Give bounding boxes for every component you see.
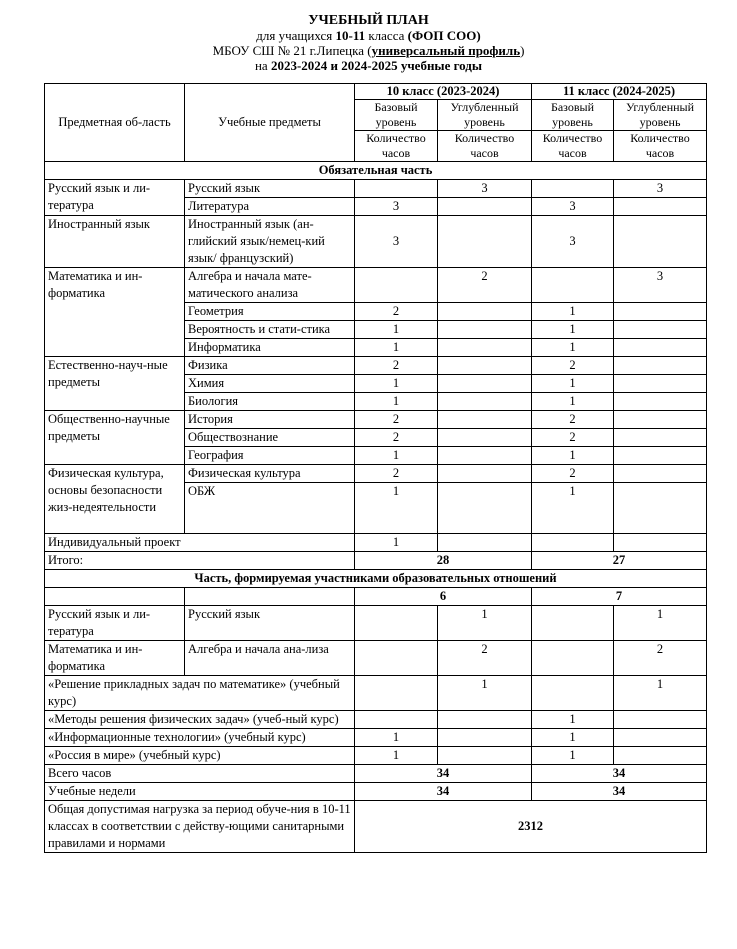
empty-cell	[532, 534, 614, 552]
section-row	[45, 570, 707, 588]
table-row	[45, 641, 707, 676]
subject-cell: Русский язык	[185, 606, 355, 641]
header-school: МБОУ СШ № 21 г.Липецка (	[212, 43, 372, 58]
hours-a10	[438, 303, 532, 321]
hours-b10: 3	[355, 198, 438, 216]
table-row	[45, 357, 707, 375]
hours-b10: 1	[355, 483, 438, 534]
document-header	[0, 0, 737, 73]
elective-total-row	[45, 588, 707, 606]
hours-b11: 1	[532, 303, 614, 321]
area-cell: Русский язык и ли-тература	[45, 180, 185, 216]
hours-a10	[438, 393, 532, 411]
subject-cell: Алгебра и начала мате-матического анализа	[185, 268, 355, 303]
hours-a11: 2	[614, 641, 707, 676]
hours-a10	[438, 357, 532, 375]
table-row	[45, 180, 707, 198]
header-line-school	[0, 43, 737, 58]
hours-a11	[614, 375, 707, 393]
subject-cell: Иностранный язык (ан-глийский язык/немец-кий язык/ французский)	[185, 216, 355, 268]
total-load-label: Общая допустимая нагрузка за период обуче-ния в 10-11 классах в соответствии с действу-ющими санитарными правилами и нормами	[45, 801, 355, 853]
hours-b10	[355, 676, 438, 711]
basic-level-10: Базовый уровень	[355, 100, 438, 131]
total-hours-grade11: 34	[532, 765, 707, 783]
hours-a11	[614, 729, 707, 747]
hours-b11	[532, 606, 614, 641]
header-years: 2023-2024 и 2024-2025 учебные годы	[270, 58, 483, 73]
basic-level-11: Базовый уровень	[532, 100, 614, 131]
hours-b10	[355, 641, 438, 676]
hours-b11: 1	[532, 747, 614, 765]
study-weeks-label: Учебные недели	[45, 783, 355, 801]
study-weeks-grade11: 34	[532, 783, 707, 801]
advanced-level-11: Углубленный уровень	[614, 100, 707, 131]
empty-cell	[45, 588, 185, 606]
header-line-years	[0, 58, 737, 73]
hours-b10	[355, 606, 438, 641]
course-cell: «Информационные технологии» (учебный курс)	[45, 729, 355, 747]
hours-b10: 1	[355, 321, 438, 339]
hours-a10	[438, 747, 532, 765]
hours-a10	[438, 198, 532, 216]
hours-a10	[438, 411, 532, 429]
table-row	[45, 411, 707, 429]
empty-cell	[614, 534, 707, 552]
course-cell: «Решение прикладных задач по математике» (учебный курс)	[45, 676, 355, 711]
header-paren: )	[520, 43, 525, 58]
hours-b10: 1	[355, 447, 438, 465]
hours-a11	[614, 339, 707, 357]
hours-a10: 2	[438, 641, 532, 676]
total-grade10: 28	[355, 552, 532, 570]
hours-b11: 1	[532, 321, 614, 339]
subject-cell: Химия	[185, 375, 355, 393]
hours-a11: 3	[614, 180, 707, 198]
hours-a10	[438, 321, 532, 339]
document-title: УЧЕБНЫЙ ПЛАН	[308, 13, 429, 28]
hours-a11	[614, 447, 707, 465]
hours-header-a11: Количество часов	[614, 131, 707, 162]
hours-a10	[438, 729, 532, 747]
hours-b11: 1	[532, 339, 614, 357]
hours-b11: 1	[532, 375, 614, 393]
header-fop: (ФОП СОО)	[407, 28, 481, 43]
hours-b11: 1	[532, 393, 614, 411]
header-grade: 10-11	[335, 28, 366, 43]
table-row	[45, 465, 707, 483]
total-row	[45, 552, 707, 570]
project-row	[45, 534, 707, 552]
hours-b10: 2	[355, 429, 438, 447]
hours-b11: 3	[532, 198, 614, 216]
hours-a11	[614, 747, 707, 765]
area-cell: Иностранный язык	[45, 216, 185, 268]
hours-b11: 3	[532, 216, 614, 268]
hours-b11: 1	[532, 711, 614, 729]
hours-b11: 2	[532, 357, 614, 375]
elective-grade10: 6	[355, 588, 532, 606]
hours-header-a10: Количество часов	[438, 131, 532, 162]
subject-cell: Физика	[185, 357, 355, 375]
hours-a11	[614, 216, 707, 268]
advanced-level-10: Углубленный уровень	[438, 100, 532, 131]
header-line-students	[0, 28, 737, 43]
hours-a10	[438, 429, 532, 447]
project-label: Индивидуальный проект	[45, 534, 355, 552]
study-weeks-row	[45, 783, 707, 801]
total-hours-row	[45, 765, 707, 783]
hours-b10: 1	[355, 729, 438, 747]
hours-b10: 1	[355, 375, 438, 393]
project-hours-b10: 1	[355, 534, 438, 552]
column-subjects-header: Учебные предметы	[185, 84, 355, 162]
hours-b10	[355, 180, 438, 198]
hours-a11	[614, 393, 707, 411]
subject-cell: Вероятность и стати-стика	[185, 321, 355, 339]
grade10-header: 10 класс (2023-2024)	[355, 84, 532, 100]
column-area-header: Предметная об-ласть	[45, 84, 185, 162]
hours-a11	[614, 483, 707, 534]
table-row	[45, 216, 707, 268]
hours-a10: 1	[438, 676, 532, 711]
area-cell: Русский язык и ли-тература	[45, 606, 185, 641]
hours-a10: 1	[438, 606, 532, 641]
subject-cell: Алгебра и начала ана-лиза	[185, 641, 355, 676]
section-row	[45, 162, 707, 180]
subject-cell: Биология	[185, 393, 355, 411]
hours-a11	[614, 429, 707, 447]
table-row	[45, 676, 707, 711]
subject-cell: История	[185, 411, 355, 429]
hours-b11	[532, 641, 614, 676]
area-cell: Математика и ин-форматика	[45, 641, 185, 676]
mandatory-section-title: Обязательная часть	[45, 162, 707, 180]
curriculum-table	[44, 83, 707, 853]
total-load-row	[45, 801, 707, 853]
hours-a11	[614, 411, 707, 429]
elective-section-title: Часть, формируемая участниками образовательных отношений	[45, 570, 707, 588]
hours-b11	[532, 180, 614, 198]
hours-a11	[614, 198, 707, 216]
area-cell: Физическая культура, основы безопасности жиз-недеятельности	[45, 465, 185, 534]
subject-cell: ОБЖ	[185, 483, 355, 534]
hours-a11: 1	[614, 676, 707, 711]
course-cell: «Методы решения физических задач» (учеб-ный курс)	[45, 711, 355, 729]
hours-a11	[614, 711, 707, 729]
hours-b10: 1	[355, 393, 438, 411]
hours-b11: 2	[532, 465, 614, 483]
table-row	[45, 606, 707, 641]
hours-b11: 1	[532, 483, 614, 534]
hours-a10: 2	[438, 268, 532, 303]
subject-cell: География	[185, 447, 355, 465]
total-grade11: 27	[532, 552, 707, 570]
hours-b11: 1	[532, 729, 614, 747]
hours-b11	[532, 268, 614, 303]
hours-b11: 2	[532, 429, 614, 447]
table-row	[45, 729, 707, 747]
elective-grade11: 7	[532, 588, 707, 606]
hours-a10	[438, 216, 532, 268]
empty-cell	[438, 534, 532, 552]
hours-b11: 2	[532, 411, 614, 429]
hours-a11	[614, 303, 707, 321]
area-cell: Общественно-научные предметы	[45, 411, 185, 465]
area-cell: Математика и ин-форматика	[45, 268, 185, 357]
hours-b10: 2	[355, 357, 438, 375]
table-row	[45, 711, 707, 729]
subject-cell: Русский язык	[185, 180, 355, 198]
hours-a11	[614, 321, 707, 339]
hours-b10: 2	[355, 303, 438, 321]
subject-cell: Геометрия	[185, 303, 355, 321]
header-profile: универсальный профиль	[371, 43, 521, 58]
hours-a10	[438, 465, 532, 483]
hours-a11	[614, 357, 707, 375]
header-line-students-pre: для учащихся	[256, 28, 336, 43]
subject-cell: Информатика	[185, 339, 355, 357]
hours-a11: 3	[614, 268, 707, 303]
hours-b10: 1	[355, 747, 438, 765]
hours-a10	[438, 339, 532, 357]
header-years-pre: на	[254, 58, 271, 73]
hours-b10: 3	[355, 216, 438, 268]
hours-b10: 1	[355, 339, 438, 357]
grade11-header: 11 класс (2024-2025)	[532, 84, 707, 100]
hours-b10	[355, 711, 438, 729]
total-load-value: 2312	[355, 801, 707, 853]
empty-cell	[185, 588, 355, 606]
table-row	[45, 268, 707, 303]
hours-a10	[438, 711, 532, 729]
hours-b11: 1	[532, 447, 614, 465]
subject-cell: Физическая культура	[185, 465, 355, 483]
subject-cell: Обществознание	[185, 429, 355, 447]
header-line-students-mid: класса	[365, 28, 408, 43]
hours-a10: 3	[438, 180, 532, 198]
hours-b10: 2	[355, 465, 438, 483]
table-row	[45, 747, 707, 765]
hours-a10	[438, 447, 532, 465]
course-cell: «Россия в мире» (учебный курс)	[45, 747, 355, 765]
total-hours-grade10: 34	[355, 765, 532, 783]
hours-b10: 2	[355, 411, 438, 429]
study-weeks-grade10: 34	[355, 783, 532, 801]
area-cell: Естественно-науч-ные предметы	[45, 357, 185, 411]
hours-b11	[532, 676, 614, 711]
total-label: Итого:	[45, 552, 355, 570]
hours-a11: 1	[614, 606, 707, 641]
hours-a10	[438, 483, 532, 534]
hours-header-b10: Количество часов	[355, 131, 438, 162]
subject-cell: Литература	[185, 198, 355, 216]
hours-b10	[355, 268, 438, 303]
table-header-row	[45, 84, 707, 100]
hours-header-b11: Количество часов	[532, 131, 614, 162]
hours-a10	[438, 375, 532, 393]
hours-a11	[614, 465, 707, 483]
total-hours-label: Всего часов	[45, 765, 355, 783]
